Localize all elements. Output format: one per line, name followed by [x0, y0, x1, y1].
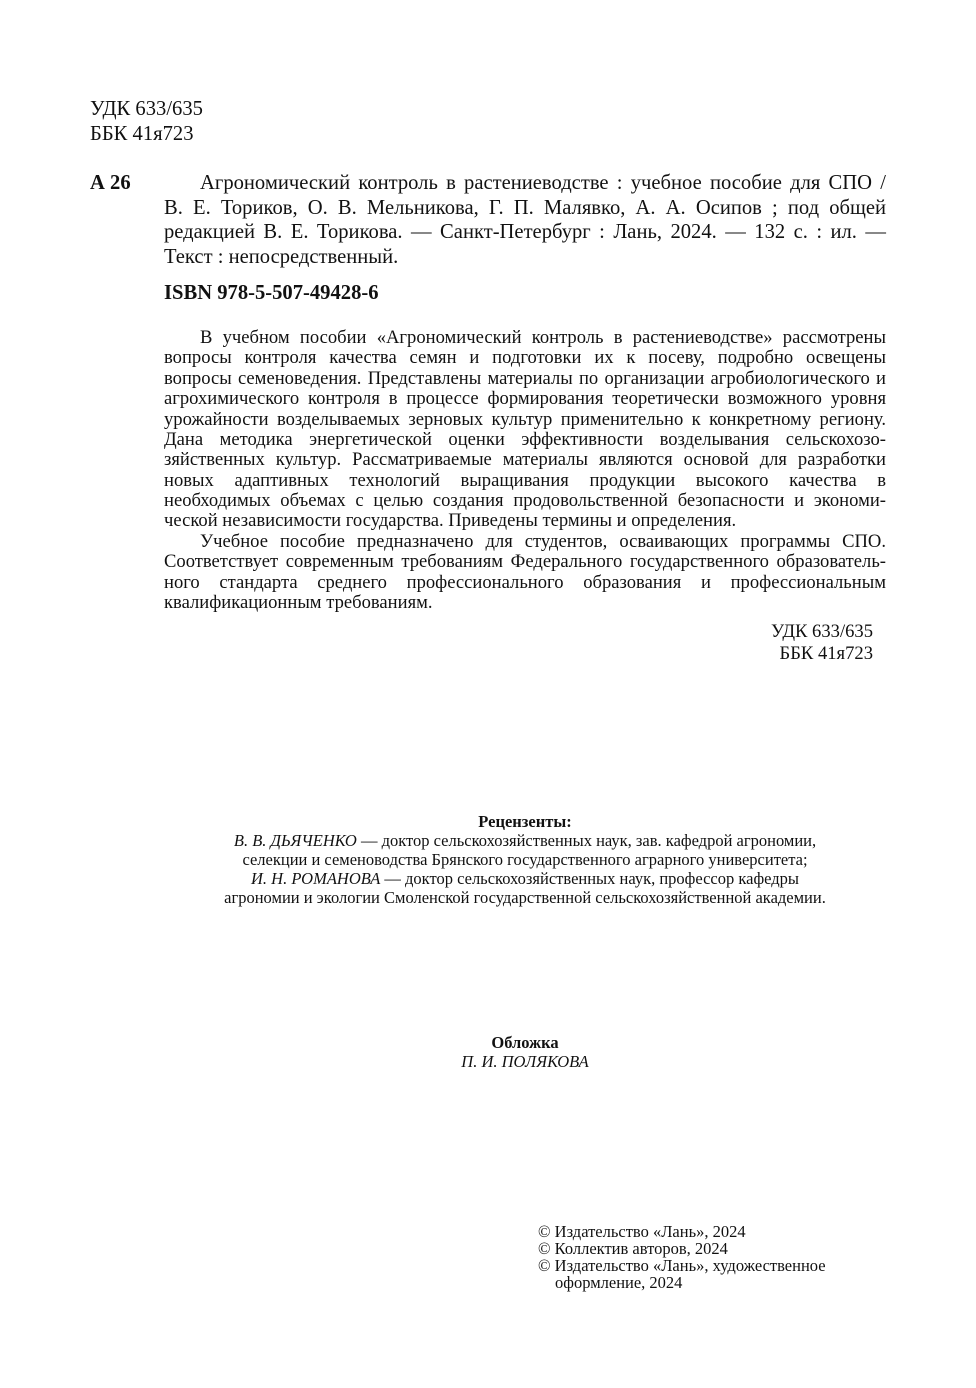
annotation-line: вопросы контроля качества семян и подготовки их к посеву, подробно освещены — [164, 347, 886, 369]
reviewers-heading: Рецензенты: — [478, 812, 572, 831]
annotation-line: Соответствует современным требованиям Федерального государственного образователь- — [164, 551, 886, 573]
reviewer-line: селекции и семеноводства Брянского государственного аграрного университета; — [242, 850, 808, 869]
annotation-line: ного стандарта среднего профессионального образования и профессиональным — [164, 571, 886, 593]
annotation-line: квалификационным требованиям. — [164, 591, 433, 613]
annotation — [164, 328, 886, 613]
annotation-line: Дана методика энергетической оценки эффективности возделывания сельскохозо- — [164, 428, 886, 450]
classification-codes-bottom — [771, 621, 873, 665]
entry-line: Агрономический контроль в растениеводстве : учебное пособие для СПО / — [200, 172, 886, 194]
reviewer-name: В. В. ДЬЯЧЕНКО — [233, 831, 357, 850]
annotation-line: агрохимического контроля в процессе формирования теоретически возможного уровня — [164, 388, 886, 410]
isbn: ISBN 978-5-507-49428-6 — [164, 282, 379, 304]
annotation-line: зяйственных культур. Рассматриваемые материалы являются основой для разработки — [164, 449, 886, 471]
copyright-line: © Издательство «Лань», художественное — [538, 1256, 826, 1275]
bbk-code: ББК 41я723 — [90, 122, 194, 145]
cover-designer: П. И. ПОЛЯКОВА — [461, 1052, 589, 1071]
copyright-line: © Издательство «Лань», 2024 — [538, 1222, 746, 1241]
annotation-line: В учебном пособии «Агрономический контроль в растениеводстве» рассмотрены — [200, 327, 886, 348]
copyright-line: © Коллектив авторов, 2024 — [538, 1239, 728, 1258]
reviewer-line: агрономии и экологии Смоленской государственной сельскохозяйственной академии. — [224, 888, 826, 907]
entry-line: редакцией В. Е. Торикова. — Санкт-Петербург : Лань, 2024. — 132 с. : ил. — — [164, 221, 886, 243]
reviewer-description: — доктор сельскохозяйственных наук, зав. кафедрой агрономии, — [360, 831, 817, 850]
annotation-line: Учебное пособие предназначено для студентов, осваивающих программы СПО. — [200, 530, 886, 552]
reviewer-line — [164, 869, 886, 888]
copyright-block — [538, 1223, 826, 1291]
annotation-line: урожайности возделываемых зерновых культур применительно к конкретному региону. — [164, 408, 886, 430]
cover-heading: Обложка — [491, 1033, 559, 1052]
annotation-line: новых адаптивных технологий выращивания продукции высокого качества в — [164, 469, 886, 491]
reviewer-description: — доктор сельскохозяйственных наук, профессор кафедры — [384, 869, 800, 888]
annotation-line: ческой независимости государства. Приведены термины и определения. — [164, 510, 737, 532]
reviewers-block — [164, 812, 886, 907]
cover-credit — [164, 1033, 886, 1071]
udk-code: УДК 633/635 — [771, 621, 873, 642]
annotation-line: необходимых объемах с целью создания продовольственной безопасности и экономи- — [164, 490, 886, 511]
bibliographic-description — [164, 171, 886, 269]
author-sign: А 26 — [90, 172, 131, 194]
reviewer-name: И. Н. РОМАНОВА — [250, 869, 381, 888]
annotation-line: вопросы семеноведения. Представлены материалы по организации агробиологического и — [164, 367, 886, 389]
udk-code: УДК 633/635 — [90, 98, 203, 120]
entry-line: Текст : непосредственный. — [164, 245, 399, 268]
bbk-code: ББК 41я723 — [779, 643, 873, 664]
classification-codes-top — [90, 97, 203, 146]
entry-line: В. Е. Ториков, О. В. Мельникова, Г. П. Малявко, А. А. Осипов ; под общей — [164, 196, 886, 219]
reviewer-line — [164, 831, 886, 850]
copyright-line: оформление, 2024 — [555, 1273, 683, 1292]
